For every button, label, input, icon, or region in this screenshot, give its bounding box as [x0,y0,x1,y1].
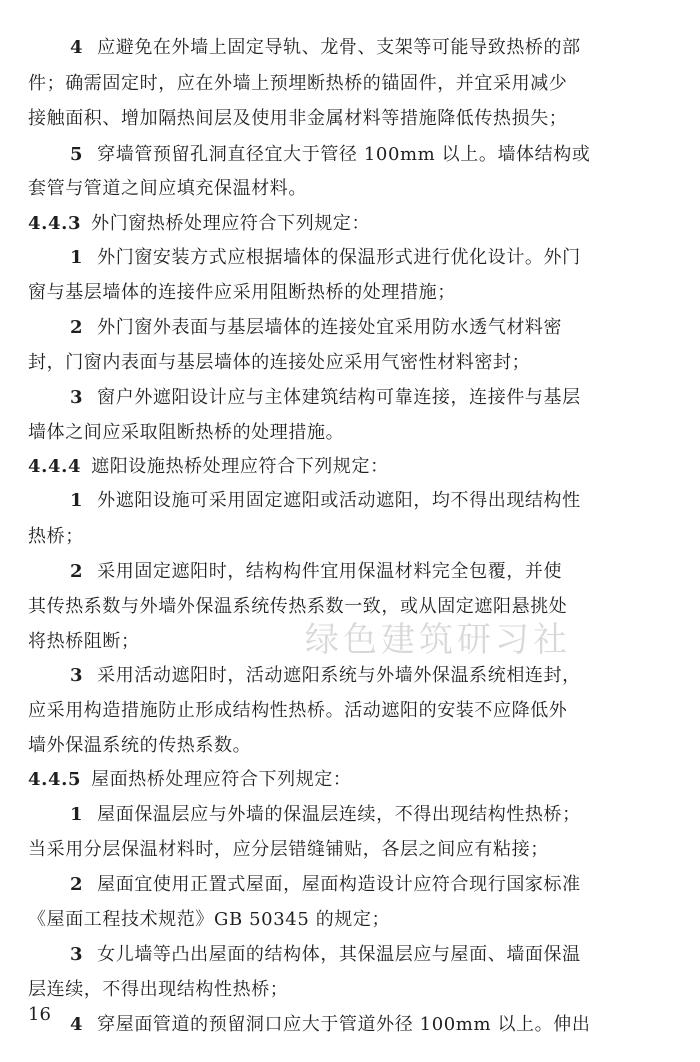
text-line [70,803,672,827]
text-line [28,630,672,654]
line-text: 穿屋面管道的预留洞口应大于管道外径 100mm 以上。伸出 [97,1014,591,1035]
line-text: 层连续，不得出现结构性热桥； [28,979,289,1000]
line-text: 墙体之间应采取阻断热桥的处理措施。 [28,422,345,443]
text-line [70,560,672,584]
line-text: 外遮阳设施可采用固定遮阳或活动遮阳，均不得出现结构性 [97,490,581,511]
line-text: 采用活动遮阳时，活动遮阳系统与外墙外保温系统相连封， [97,665,581,686]
line-text: 应避免在外墙上固定导轨、龙骨、支架等可能导致热桥的部 [97,37,581,58]
item-number: 4 [70,37,84,58]
line-text: 应采用构造措施防止形成结构性热桥。活动遮阳的安装不应降低外 [28,700,568,721]
line-text: 女儿墙等凸出屋面的结构体，其保温层应与屋面、墙面保温 [97,944,581,965]
line-text: 屋面热桥处理应符合下列规定： [91,769,352,790]
line-text: 热桥； [28,526,84,547]
text-line [28,177,672,201]
text-line [28,421,672,445]
line-text: 将热桥阻断； [28,631,140,652]
section-number: 4.4.5 [28,769,82,790]
text-line [28,838,672,862]
page-number: 16 [28,1004,51,1025]
line-text: 接触面积、增加隔热间层及使用非金属材料等措施降低传热损失； [28,108,568,129]
line-text: 套管与管道之间应填充保温材料。 [28,178,307,199]
line-text: 《屋面工程技术规范》GB 50345 的规定； [28,909,391,930]
text-line [28,212,672,236]
line-text: 外门窗外表面与基层墙体的连接处宜采用防水透气材料密 [97,317,563,338]
text-line [28,699,672,723]
line-text: 当采用分层保温材料时，应分层错缝铺贴，各层之间应有粘接； [28,839,549,860]
item-number: 5 [70,144,84,165]
item-number: 3 [70,387,84,408]
text-line [28,281,672,305]
text-line [70,873,672,897]
text-line [70,246,672,270]
text-line [28,908,672,932]
line-text: 屋面宜使用正置式屋面，屋面构造设计应符合现行国家标准 [97,874,581,895]
line-text: 外门窗安装方式应根据墙体的保温形式进行优化设计。外门 [97,247,581,268]
text-line [28,525,672,549]
line-text: 其传热系数与外墙外保温系统传热系数一致，或从固定遮阳悬挑处 [28,596,568,617]
text-line [70,36,672,60]
line-text: 屋面保温层应与外墙的保温层连续，不得出现结构性热桥； [97,804,581,825]
item-number: 3 [70,944,84,965]
text-line [28,455,672,479]
text-line [28,107,672,131]
item-number: 3 [70,665,84,686]
item-number: 1 [70,490,84,511]
item-number: 2 [70,874,84,895]
line-text: 外门窗热桥处理应符合下列规定： [91,213,371,234]
line-text: 窗与基层墙体的连接件应采用阻断热桥的处理措施； [28,282,456,303]
line-text: 封，门窗内表面与基层墙体的连接处应采用气密性材料密封； [28,352,531,373]
text-line [70,664,672,688]
text-line [70,386,672,410]
text-line [28,72,672,96]
line-text: 穿墙管预留孔洞直径宜大于管径 100mm 以上。墙体结构或 [97,144,591,165]
item-number: 1 [70,247,84,268]
section-number: 4.4.3 [28,213,82,234]
line-text: 墙外保温系统的传热系数。 [28,735,252,756]
text-line [28,595,672,619]
item-number: 2 [70,317,84,338]
line-text: 窗户外遮阳设计应与主体建筑结构可靠连接，连接件与基层 [97,387,581,408]
text-line [70,943,672,967]
text-line [28,978,672,1002]
text-line [70,489,672,513]
section-number: 4.4.4 [28,456,82,477]
line-text: 遮阳设施热桥处理应符合下列规定： [91,456,389,477]
item-number: 4 [70,1014,84,1035]
text-line [70,143,672,167]
text-line [28,351,672,375]
line-text: 件；确需固定时，应在外墙上预埋断热桥的锚固件，并宜采用减少 [28,73,568,94]
line-text: 采用固定遮阳时，结构构件宜用保温材料完全包覆，并使 [97,561,563,582]
watermark: 绿色建筑研习社 [305,620,571,660]
item-number: 2 [70,561,84,582]
text-line [28,734,672,758]
item-number: 1 [70,804,84,825]
text-line [28,768,672,792]
text-line [70,1013,672,1037]
text-line [70,316,672,340]
